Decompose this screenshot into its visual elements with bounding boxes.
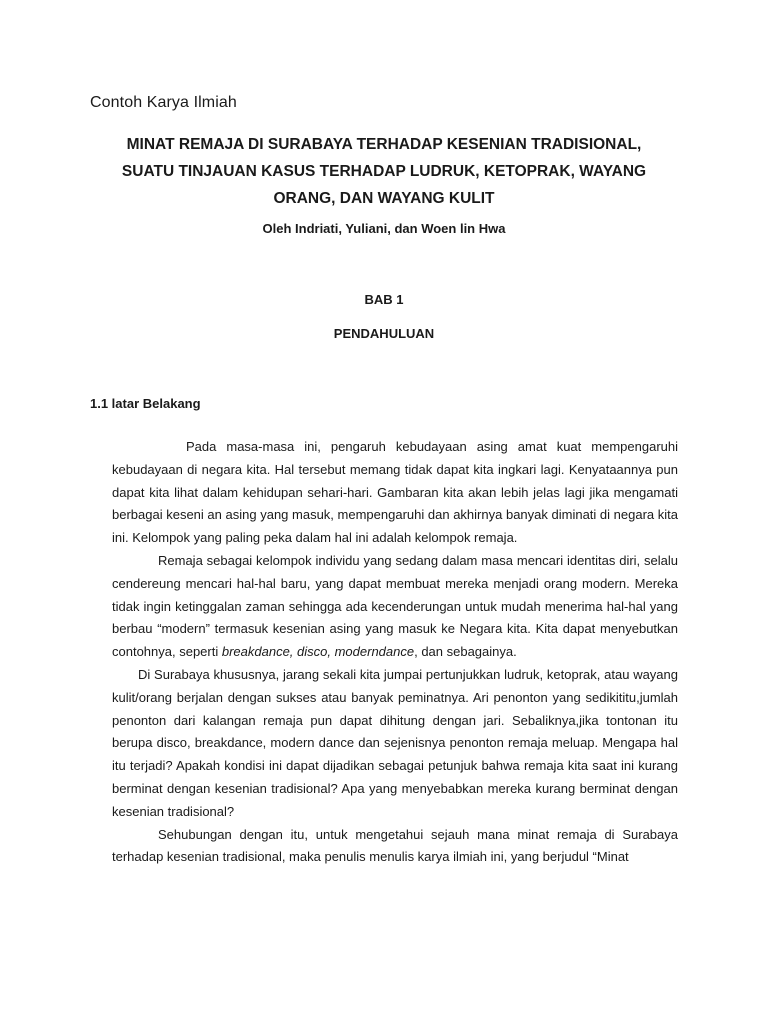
body-text [112, 436, 678, 869]
document-authors: Oleh Indriati, Yuliani, dan Woen lin Hwa [262, 221, 506, 236]
paragraph-2-end: , dan sebagainya. [414, 644, 517, 660]
paragraph-4: Sehubungan dengan itu, untuk mengetahui sejauh mana minat remaja di Surabaya terhadap kesenian tradisional, maka penulis menulis karya ilmiah ini, yang berjudul “Minat [112, 826, 678, 865]
paragraph-2-text: Remaja sebagai kelompok individu yang sedang dalam masa mencari identitas diri, selalu cendereung mencari hal-hal baru, yang dapat membuat mereka menjadi orang modern. Mereka tidak ingin ketinggalan zaman sehingga ada kecenderungan untuk mudah menerima hal-hal yang berbau “modern” termasuk kesenian asing yang masuk ke Negara kita. Kita dapat menyebutkan contohnya, seperti [112, 552, 678, 660]
paragraph-1: Pada masa-masa ini, pengaruh kebudayaan asing amat kuat mempengaruhi kebudayaan di negara kita. Hal tersebut memang tidak dapat kita ingkari lagi. Kenyataannya pun dapat kita lihat dalam kehidupan sehari-hari. Gambaran kita akan lebih jelas lagi jika mengamati berbagai keseni an asing yang masuk, mempengaruhi dan akhirnya banyak diminati di negara kita ini. Kelompok yang paling peka dalam hal ini adalah kelompok remaja. [112, 439, 678, 546]
document-title: MINAT REMAJA DI SURABAYA TERHADAP KESENIAN TRADISIONAL, SUATU TINJAUAN KASUS TERHADAP LUDRUK, KETOPRAK, WAYANG ORANG, DAN WAYANG KULIT [121, 136, 647, 207]
chapter-number: BAB 1 [364, 292, 404, 307]
paragraph-2-italic: breakdance, disco, moderndance [221, 644, 415, 660]
paragraph-2 [112, 550, 678, 664]
section-heading: 1.1 latar Belakang [90, 396, 201, 411]
document-kicker: Contoh Karya Ilmiah [90, 94, 237, 111]
paragraph-3: Di Surabaya khususnya, jarang sekali kita jumpai pertunjukkan ludruk, ketoprak, atau wayang kulit/orang berjalan dengan sukses atau banyak peminatnya. Ari penonton yang sedikititu,jumlah penonton dari kalangan remaja pun dapat dihitung dengan jari. Sebaliknya,jika tontonan itu berupa disco, breakdance, modern dance dan sejenisnya penonton remaja meluap. Mengapa hal itu terjadi? Apakah kondisi ini dapat dijadikan sebagai petunjuk bahwa remaja kita saat ini kurang berminat dengan kesenian tradisional? Apa yang menyebabkan mereka kurang berminat dengan kesenian tradisional? [112, 666, 678, 819]
chapter-title: PENDAHULUAN [333, 326, 435, 341]
